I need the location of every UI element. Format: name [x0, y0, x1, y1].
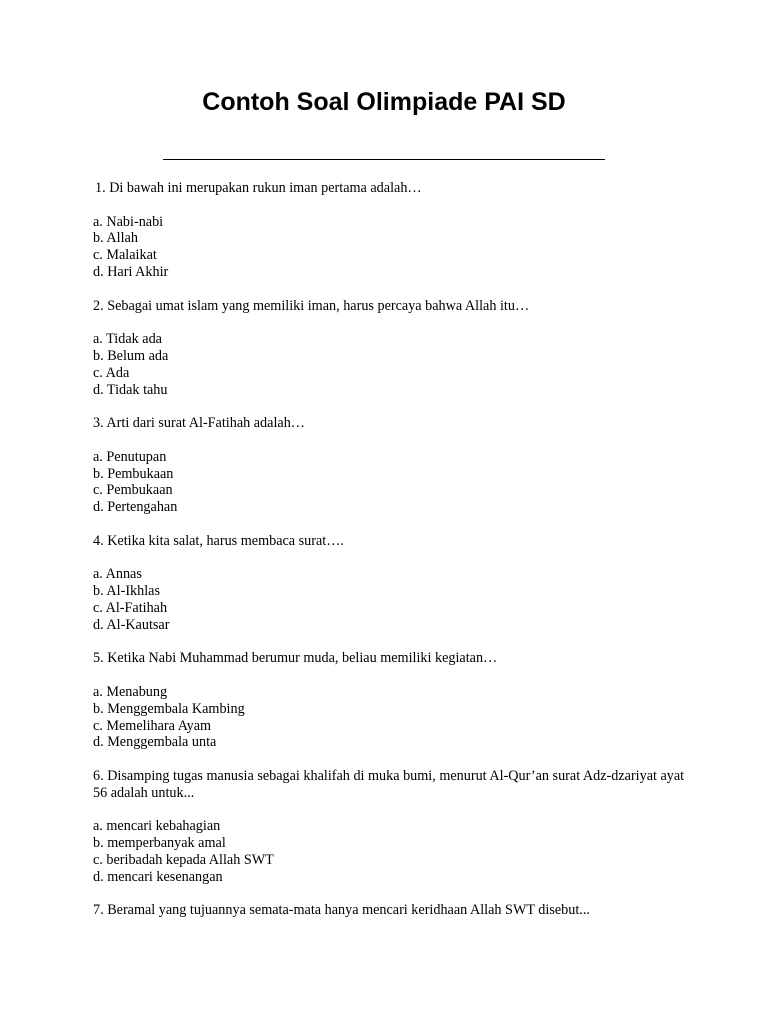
option-a: a. Annas: [93, 566, 142, 583]
option-b: b. Menggembala Kambing: [93, 700, 245, 717]
option-a: a. mencari kebahagian: [93, 818, 221, 835]
question-2: [93, 298, 693, 399]
question-list: [93, 180, 693, 936]
option-b: b. Al-Ikhlas: [93, 583, 160, 600]
option-a: a. Tidak ada: [93, 331, 162, 348]
option-list: [93, 818, 693, 885]
option-b: b. Belum ada: [93, 347, 169, 364]
option-c: c. beribadah kepada Allah SWT: [93, 851, 274, 868]
option-c: c. Memelihara Ayam: [93, 717, 212, 734]
option-c: c. Malaikat: [93, 247, 157, 264]
option-d: d. Al-Kautsar: [93, 616, 170, 633]
question-3: [93, 415, 693, 516]
title-divider: [163, 159, 605, 160]
question-5: [93, 650, 693, 751]
question-text: 3. Arti dari surat Al-Fatihah adalah…: [93, 415, 305, 432]
option-list: [93, 684, 693, 751]
option-a: a. Nabi-nabi: [93, 213, 164, 230]
question-text: 2. Sebagai umat islam yang memiliki iman, harus percaya bahwa Allah itu…: [93, 297, 530, 314]
option-list: [93, 566, 693, 633]
question-text: 1. Di bawah ini merupakan rukun iman pertama adalah…: [95, 180, 422, 196]
option-c: c. Al-Fatihah: [93, 599, 168, 616]
option-list: [93, 331, 693, 398]
question-7: [93, 902, 693, 919]
question-text: 4. Ketika kita salat, harus membaca surat….: [93, 532, 344, 549]
option-c: c. Pembukaan: [93, 482, 173, 499]
option-d: d. Hari Akhir: [93, 263, 169, 280]
option-list: [93, 449, 693, 516]
option-d: d. mencari kesenangan: [93, 868, 223, 885]
question-text: 7. Beramal yang tujuannya semata-mata hanya mencari keridhaan Allah SWT disebut...: [93, 902, 590, 919]
question-text: 6. Disamping tugas manusia sebagai khalifah di muka bumi, menurut Al-Qur’an surat Adz-dzariyat ayat 56 adalah untuk...: [93, 767, 685, 801]
option-a: a. Penutupan: [93, 448, 167, 465]
question-6: [93, 768, 693, 886]
option-c: c. Ada: [93, 364, 130, 381]
option-d: d. Tidak tahu: [93, 381, 168, 398]
option-list: [93, 214, 693, 281]
question-1: [93, 180, 693, 281]
option-b: b. Pembukaan: [93, 465, 174, 482]
question-text: 5. Ketika Nabi Muhammad berumur muda, beliau memiliki kegiatan…: [93, 650, 498, 667]
option-b: b. memperbanyak amal: [93, 835, 226, 852]
option-d: d. Menggembala unta: [93, 734, 217, 751]
option-d: d. Pertengahan: [93, 499, 178, 516]
question-4: [93, 533, 693, 634]
option-a: a. Menabung: [93, 683, 168, 700]
document-title: Contoh Soal Olimpiade PAI SD: [202, 88, 566, 116]
option-b: b. Allah: [93, 230, 138, 247]
